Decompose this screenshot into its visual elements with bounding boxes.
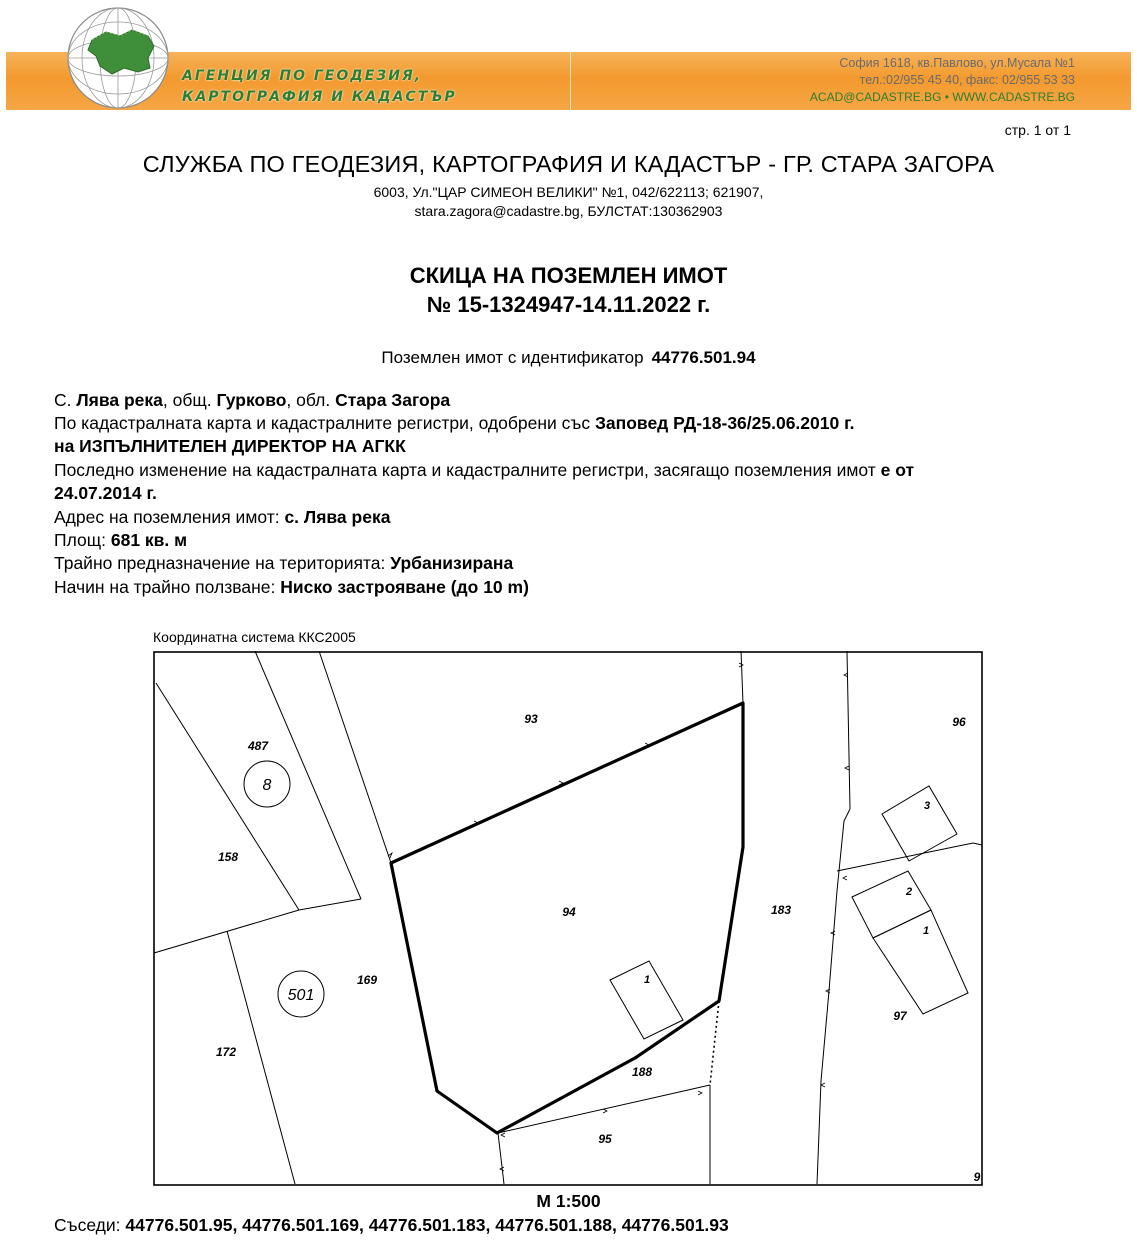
location-prefix: С.: [54, 390, 72, 410]
scale-label: М 1:500: [536, 1191, 601, 1211]
plot-93-label: 93: [524, 712, 538, 726]
identifier-line: [0, 348, 1137, 368]
usage-line: [54, 576, 529, 598]
building-2-label: 2: [905, 886, 913, 898]
plot-183-label: 183: [770, 903, 792, 917]
block-8-label: 8: [262, 777, 272, 794]
cadastral-sketch: [153, 651, 983, 1186]
building-3-label: 3: [923, 800, 931, 812]
last-change-line: [54, 459, 914, 481]
area-value: 681 кв. м: [110, 530, 188, 550]
location-village: Лява река: [76, 390, 163, 410]
plot-188-label: 188: [631, 1065, 653, 1079]
address-value: с. Лява река: [284, 507, 391, 527]
office-title: СЛУЖБА ПО ГЕОДЕЗИЯ, КАРТОГРАФИЯ И КАДАСТЪР - ГР. СТАРА ЗАГОРА: [142, 151, 995, 177]
address-line: [54, 506, 390, 528]
plot-95-label: 95: [598, 1132, 612, 1146]
header-divider: [570, 52, 571, 110]
block-501-label: 501: [287, 987, 315, 1004]
purpose-line: [54, 552, 513, 574]
location-mid: , общ.: [162, 390, 212, 410]
plot-94-label: 94: [562, 905, 576, 919]
usage-label: Начин на трайно ползване:: [54, 577, 276, 597]
approved-order: Заповед РД-18-36/25.06.2010 г.: [594, 413, 855, 433]
approved-by-line: [54, 435, 406, 457]
purpose-value: Урбанизирана: [390, 553, 514, 573]
office-address-line1: 6003, Ул."ЦАР СИМЕОН ВЕЛИКИ" №1, 042/622113; 621907,: [373, 184, 764, 200]
neighbors-label: Съседи:: [54, 1215, 121, 1235]
neighbors-value: 44776.501.95, 44776.501.169, 44776.501.183, 44776.501.188, 44776.501.93: [125, 1215, 729, 1235]
last-change-bold1: е от: [880, 460, 915, 480]
page-number: стр. 1 от 1: [1004, 122, 1071, 138]
contact-phone: тел.:02/955 45 40, факс: 02/955 53 33: [859, 73, 1075, 87]
location-region: Стара Загора: [335, 390, 451, 410]
last-change-date: 24.07.2014 г.: [54, 483, 157, 503]
building-1-main-label: 1: [643, 974, 651, 986]
address-label: Адрес на поземления имот:: [54, 507, 280, 527]
last-change-date-line: [54, 482, 157, 504]
last-change-text: Последно изменение на кадастралната карта и кадастралните регистри, засягащо поземления имот: [54, 460, 876, 480]
contact-web: ACAD@CADASTRE.BG • WWW.CADASTRE.BG: [809, 90, 1075, 104]
document-number: № 15-1324947-14.11.2022 г.: [426, 292, 711, 317]
identifier-value: 44776.501.94: [651, 348, 756, 367]
plot-97-label: 97: [893, 1009, 907, 1023]
agency-name-line1: АГЕНЦИЯ ПО ГЕОДЕЗИЯ,: [182, 68, 423, 84]
area-label: Площ:: [54, 530, 106, 550]
office-address-line2: stara.zagora@cadastre.bg, БУЛСТАТ:130362903: [414, 203, 723, 219]
neighbors-line: [54, 1215, 729, 1236]
location-mid2: , обл.: [286, 390, 331, 410]
plot-9-label: 9: [973, 1170, 981, 1184]
identifier-label: Поземлен имот с идентификатор: [381, 348, 644, 367]
approved-by: на ИЗПЪЛНИТЕЛЕН ДИРЕКТОР НА АГКК: [54, 436, 406, 456]
plot-172-label: 172: [215, 1045, 237, 1059]
plot-96-label: 96: [952, 715, 966, 729]
area-line: [54, 529, 187, 551]
purpose-label: Трайно предназначение на територията:: [54, 553, 386, 573]
approved-text: По кадастралната карта и кадастралните регистри, одобрени със: [54, 413, 591, 433]
approved-line: [54, 412, 855, 434]
location-line: [54, 389, 450, 411]
usage-value: Ниско застрояване (до 10 m): [280, 577, 529, 597]
plot-169-label: 169: [356, 973, 378, 987]
coordinate-system-label: Координатна система ККС2005: [153, 629, 356, 645]
plot-487-label: 487: [247, 739, 269, 753]
building-1-right-label: 1: [922, 925, 930, 937]
agency-name-line2: КАРТОГРАФИЯ И КАДАСТЪР: [182, 89, 457, 105]
globe-bulgaria-logo-icon: [62, 6, 174, 110]
contact-address: София 1618, кв.Павлово, ул.Мусала №1: [839, 56, 1075, 70]
plot-158-label: 158: [217, 850, 239, 864]
location-municipality: Гурково: [216, 390, 287, 410]
document-title: СКИЦА НА ПОЗЕМЛЕН ИМОТ: [409, 263, 728, 288]
